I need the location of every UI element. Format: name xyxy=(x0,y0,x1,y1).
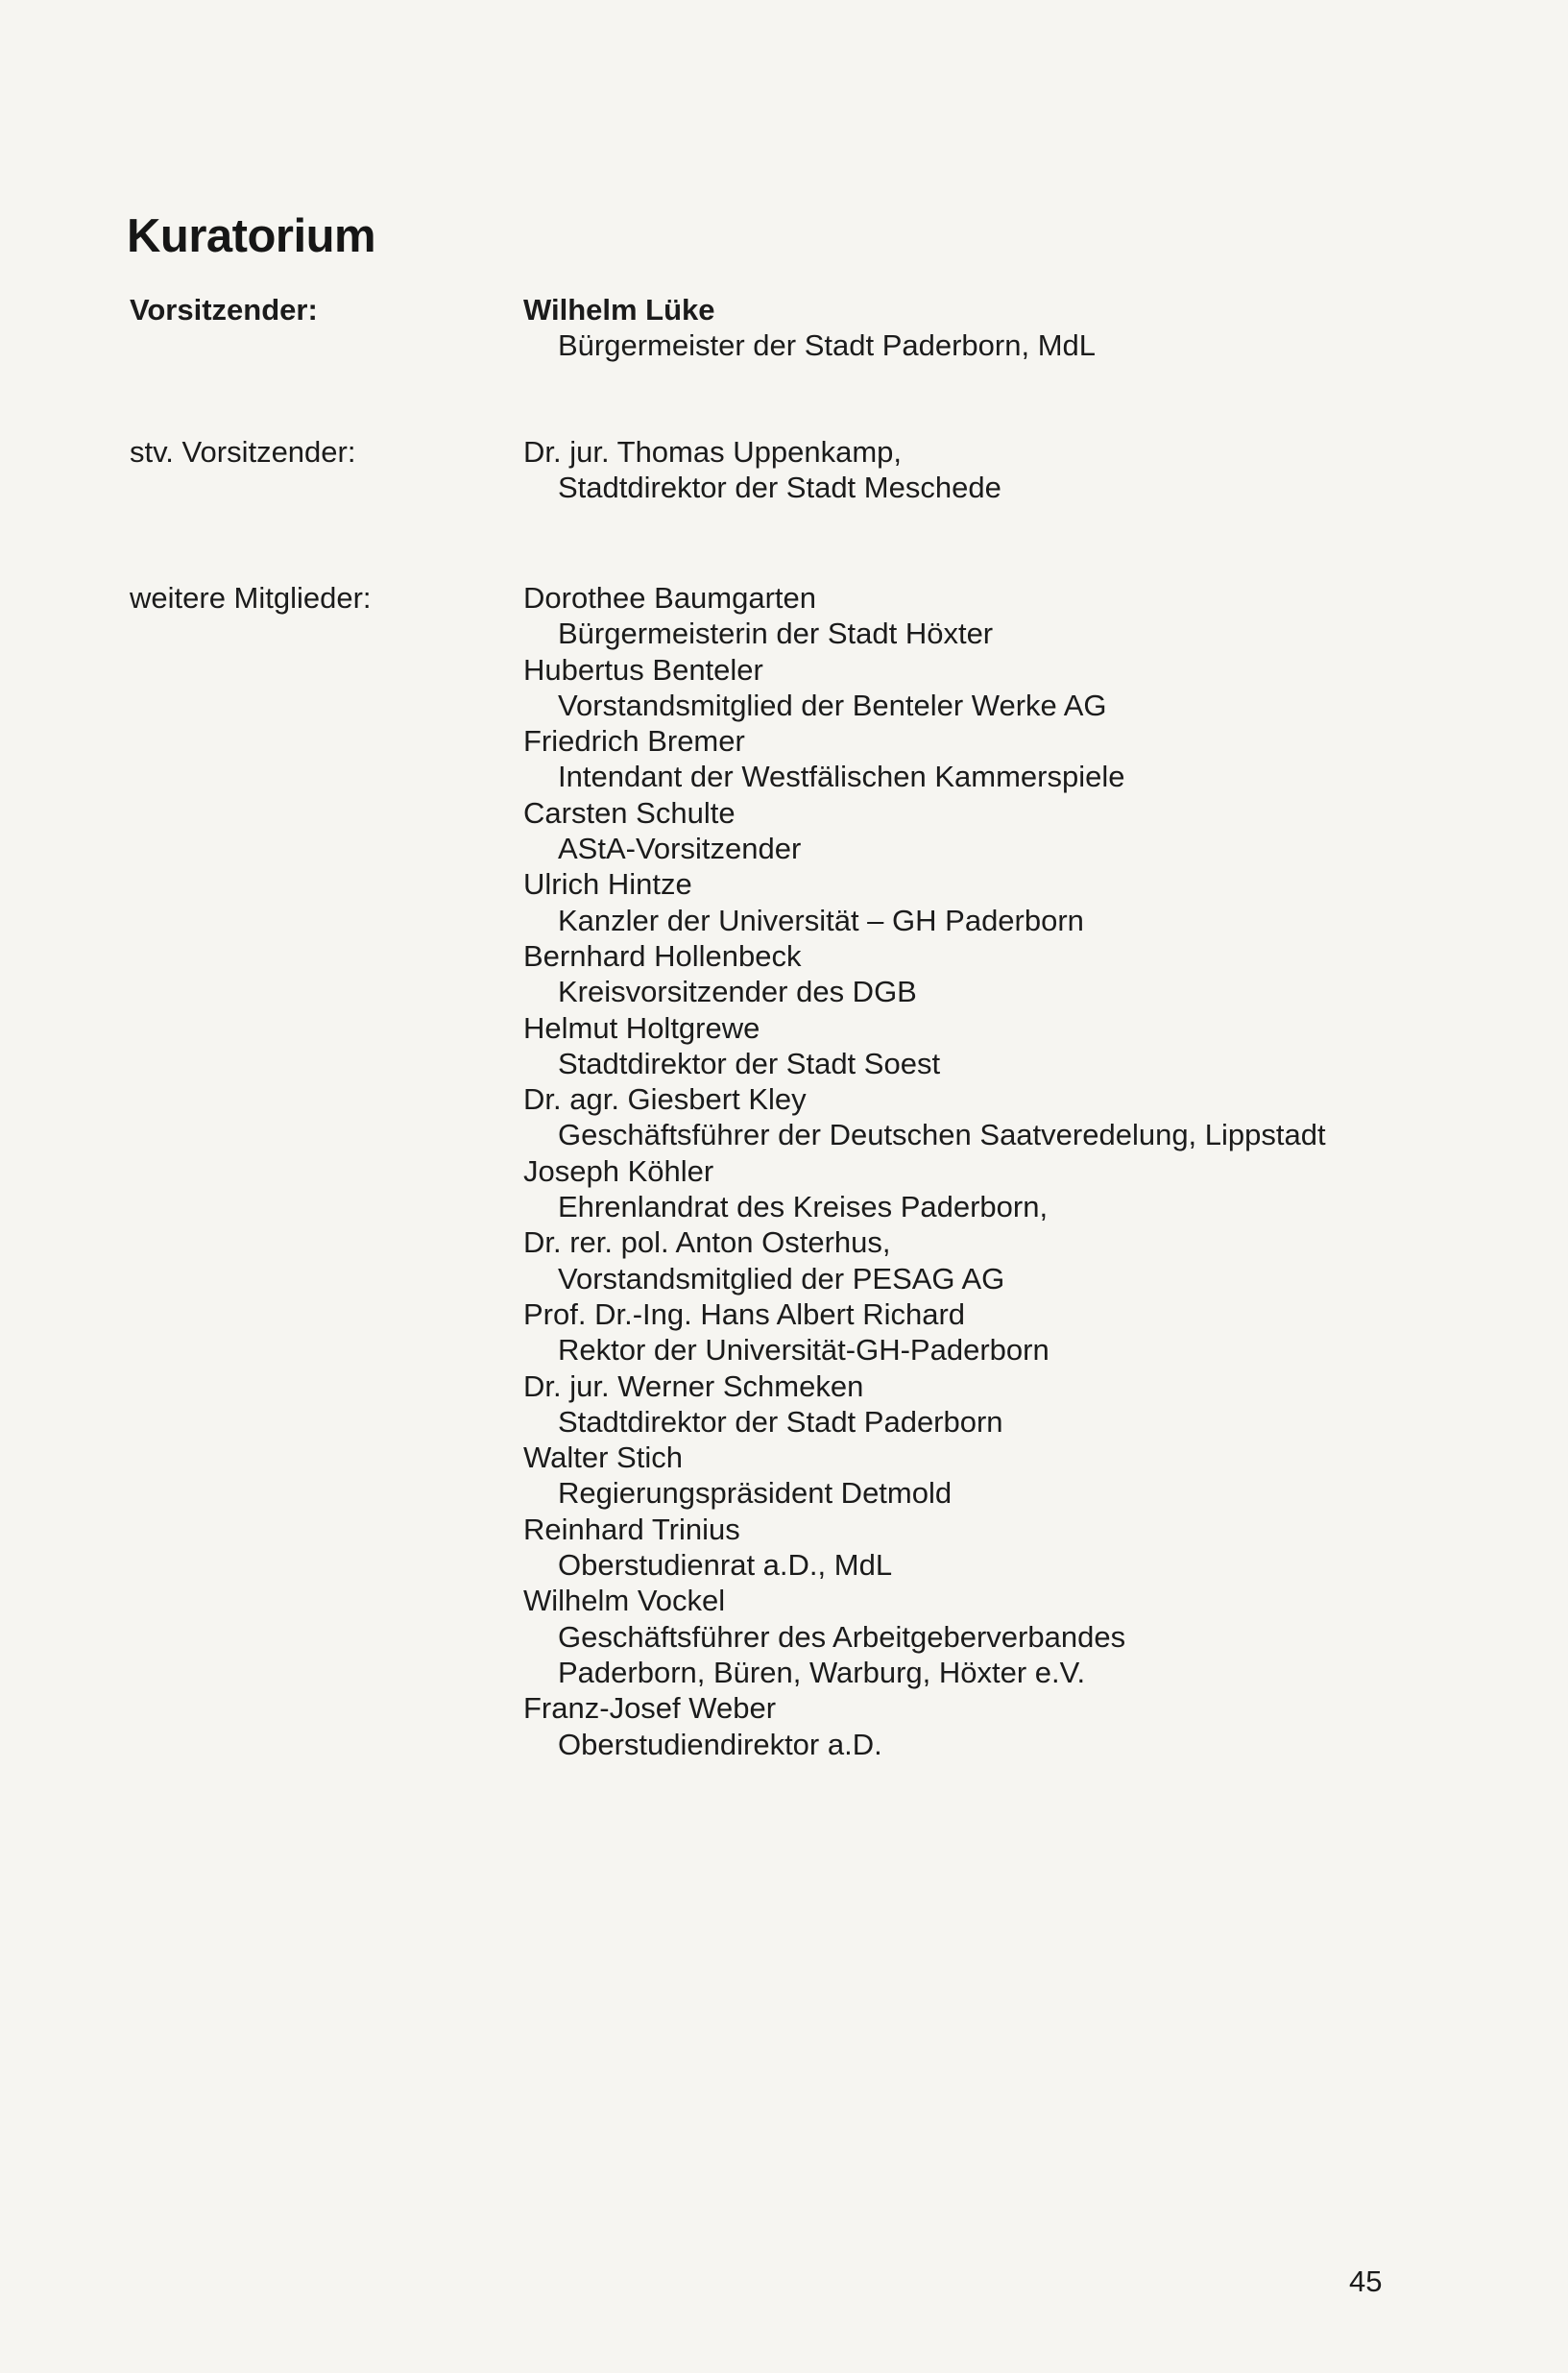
members-list xyxy=(523,580,1532,1762)
member-name: Helmut Holtgrewe xyxy=(523,1010,760,1045)
member-entry xyxy=(523,1512,1532,1584)
member-entry xyxy=(523,1368,1532,1441)
member-name: Friedrich Bremer xyxy=(523,724,745,759)
member-entry xyxy=(523,795,1532,867)
member-name: Walter Stich xyxy=(523,1441,683,1475)
vice-chair-role: Stadtdirektor der Stadt Meschede xyxy=(558,471,1001,505)
member-entry xyxy=(523,938,1532,1010)
member-entry xyxy=(523,723,1532,795)
member-role: Stadtdirektor der Stadt Soest xyxy=(558,1046,941,1080)
member-entry xyxy=(523,1296,1532,1368)
member-role: Intendant der Westfälischen Kammerspiele xyxy=(558,760,1125,794)
member-role: Bürgermeisterin der Stadt Höxter xyxy=(558,617,994,651)
vice-chair-name: Dr. jur. Thomas Uppenkamp, xyxy=(523,435,902,469)
member-entry xyxy=(523,1081,1532,1153)
member-name: Dr. rer. pol. Anton Osterhus, xyxy=(523,1225,891,1260)
chair-role: Bürgermeister der Stadt Paderborn, MdL xyxy=(558,328,1096,363)
member-role: Kanzler der Universität – GH Paderborn xyxy=(558,903,1084,937)
member-role: Oberstudiendirektor a.D. xyxy=(558,1727,882,1761)
member-name: Joseph Köhler xyxy=(523,1153,714,1188)
member-entry xyxy=(523,580,1532,652)
member-entry xyxy=(523,1583,1532,1690)
member-role: AStA-Vorsitzender xyxy=(558,832,802,866)
member-role: Geschäftsführer der Deutschen Saatveredelung, Lippstadt xyxy=(558,1118,1326,1152)
member-entry xyxy=(523,1153,1532,1225)
member-name: Franz-Josef Weber xyxy=(523,1691,777,1726)
member-role: Vorstandsmitglied der PESAG AG xyxy=(558,1261,1005,1295)
member-entry xyxy=(523,1440,1532,1512)
page-title: Kuratorium xyxy=(127,210,376,262)
member-name: Dr. jur. Werner Schmeken xyxy=(523,1368,864,1403)
member-name: Dr. agr. Giesbert Kley xyxy=(523,1082,807,1117)
member-name: Reinhard Trinius xyxy=(523,1512,740,1546)
member-role: Regierungspräsident Detmold xyxy=(558,1476,953,1511)
member-role: Kreisvorsitzender des DGB xyxy=(558,975,917,1009)
member-entry xyxy=(523,652,1532,724)
member-role: Ehrenlandrat des Kreises Paderborn, xyxy=(558,1190,1049,1224)
member-name: Prof. Dr.-Ing. Hans Albert Richard xyxy=(523,1296,966,1331)
member-name: Carsten Schulte xyxy=(523,795,736,830)
member-name: Dorothee Baumgarten xyxy=(523,581,817,615)
chair-name: Wilhelm Lüke xyxy=(523,293,715,327)
member-entry xyxy=(523,1690,1532,1762)
member-name: Wilhelm Vockel xyxy=(523,1584,726,1618)
member-role: Geschäftsführer des Arbeitgeberverbandes xyxy=(558,1619,1126,1654)
member-entry xyxy=(523,1224,1532,1296)
member-role: Vorstandsmitglied der Benteler Werke AG xyxy=(558,688,1107,722)
member-name: Hubertus Benteler xyxy=(523,652,763,687)
member-role: Oberstudienrat a.D., MdL xyxy=(558,1548,893,1583)
chair-entry xyxy=(523,292,1532,364)
members-label: weitere Mitglieder: xyxy=(130,581,372,615)
chair-label: Vorsitzender: xyxy=(130,293,318,327)
member-role: Paderborn, Büren, Warburg, Höxter e.V. xyxy=(558,1655,1086,1689)
vice-chair-label: stv. Vorsitzender: xyxy=(130,435,356,469)
member-role: Stadtdirektor der Stadt Paderborn xyxy=(558,1404,1003,1439)
member-role: Rektor der Universität-GH-Paderborn xyxy=(558,1333,1049,1368)
member-entry xyxy=(523,866,1532,938)
page-number: 45 xyxy=(1349,2264,1383,2298)
member-name: Ulrich Hintze xyxy=(523,867,692,902)
vice-chair-entry xyxy=(523,434,1532,506)
member-entry xyxy=(523,1010,1532,1082)
member-name: Bernhard Hollenbeck xyxy=(523,938,802,973)
